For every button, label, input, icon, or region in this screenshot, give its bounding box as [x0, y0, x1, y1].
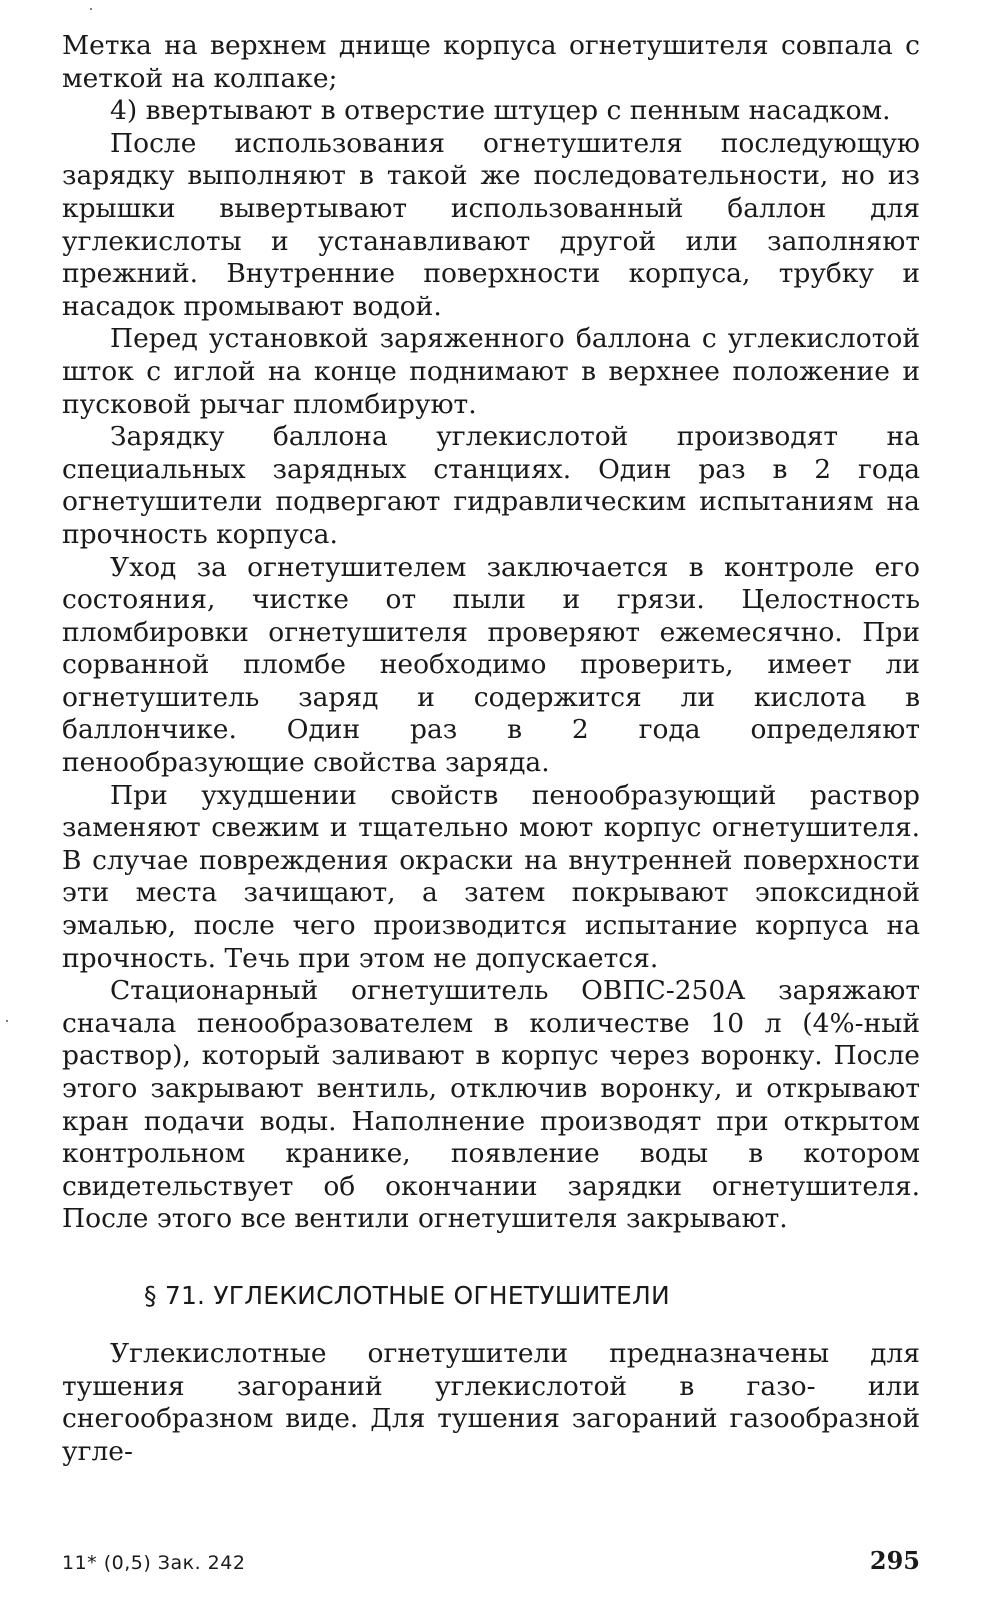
page-number: 295 — [869, 1546, 920, 1575]
paragraph-continuation: Метка на верхнем днище корпуса огнетушителя совпала с меткой на колпаке; — [62, 30, 920, 94]
paragraph-maintenance: Уход за огнетушителем заключается в контроле его состояния, чистке от пыли и грязи. Целостность пломбировки огнетушителя проверяют ежемесячно. При сорванной пломбе необходимо проверить, имеет ли огнетушитель заряд и содержится ли кислота в баллончике. Один раз в 2 года определяют пенообразующие свойства заряда. — [62, 551, 920, 779]
paragraph-stationary-extinguisher: Стационарный огнетушитель ОВПС-250А заряжают сначала пенообразователем в количестве 10 л (4%-ный раствор), который заливают в корпус через воронку. После этого закрывают вентиль, отключив воронку, и открывают кран подачи воды. Наполнение производят при открытом контрольном кранике, появление воды в котором свидетельствует об окончании зарядки огнетушителя. После этого все вентили огнетушителя закрывают. — [62, 975, 920, 1235]
paragraph-cylinder-installation: Перед установкой заряженного баллона с углекислотой шток с иглой на конце поднимают в верхнее положение и пусковой рычаг пломбируют. — [62, 323, 920, 420]
section-heading: § 71. УГЛЕКИСЛОТНЫЕ ОГНЕТУШИТЕЛИ — [144, 1280, 670, 1310]
paragraph-foam-replacement: При ухудшении свойств пенообразующий раствор заменяют свежим и тщательно моют корпус огнетушителя. В случае повреждения окраски на внутренней поверхности эти места зачищают, а затем покрывают эпоксидной эмалью, после чего производится испытание корпуса на прочность. Течь при этом не допускается. — [62, 779, 920, 974]
book-page — [62, 30, 920, 1468]
section-body — [62, 1338, 920, 1468]
paragraph-recharging: После использования огнетушителя последующую зарядку выполняют в такой же последовательности, но из крышки вывертывают использованный баллон для углекислоты и устанавливают другой или заполняют прежний. Внутренние поверхности корпуса, трубку и насадок промывают водой. — [62, 127, 920, 322]
printer-signature: 11* (0,5) Зак. 242 — [62, 1552, 246, 1574]
print-speck — [6, 1020, 8, 1022]
paragraph-charging-stations: Зарядку баллона углекислотой производят на специальных зарядных станциях. Один раз в 2 года огнетушители подвергают гидравлическим испытаниям на прочность корпуса. — [62, 421, 920, 550]
paragraph-co2-extinguishers: Углекислотные огнетушители предназначены для тушения загораний углекислотой в газо- или снегообразном виде. Для тушения загораний газообразной угле- — [62, 1337, 920, 1467]
page-footer — [62, 1546, 920, 1575]
print-speck — [90, 8, 92, 10]
body-text — [62, 30, 920, 1236]
paragraph-step-4: 4) ввертывают в отверстие штуцер с пенным насадком. — [110, 95, 891, 127]
